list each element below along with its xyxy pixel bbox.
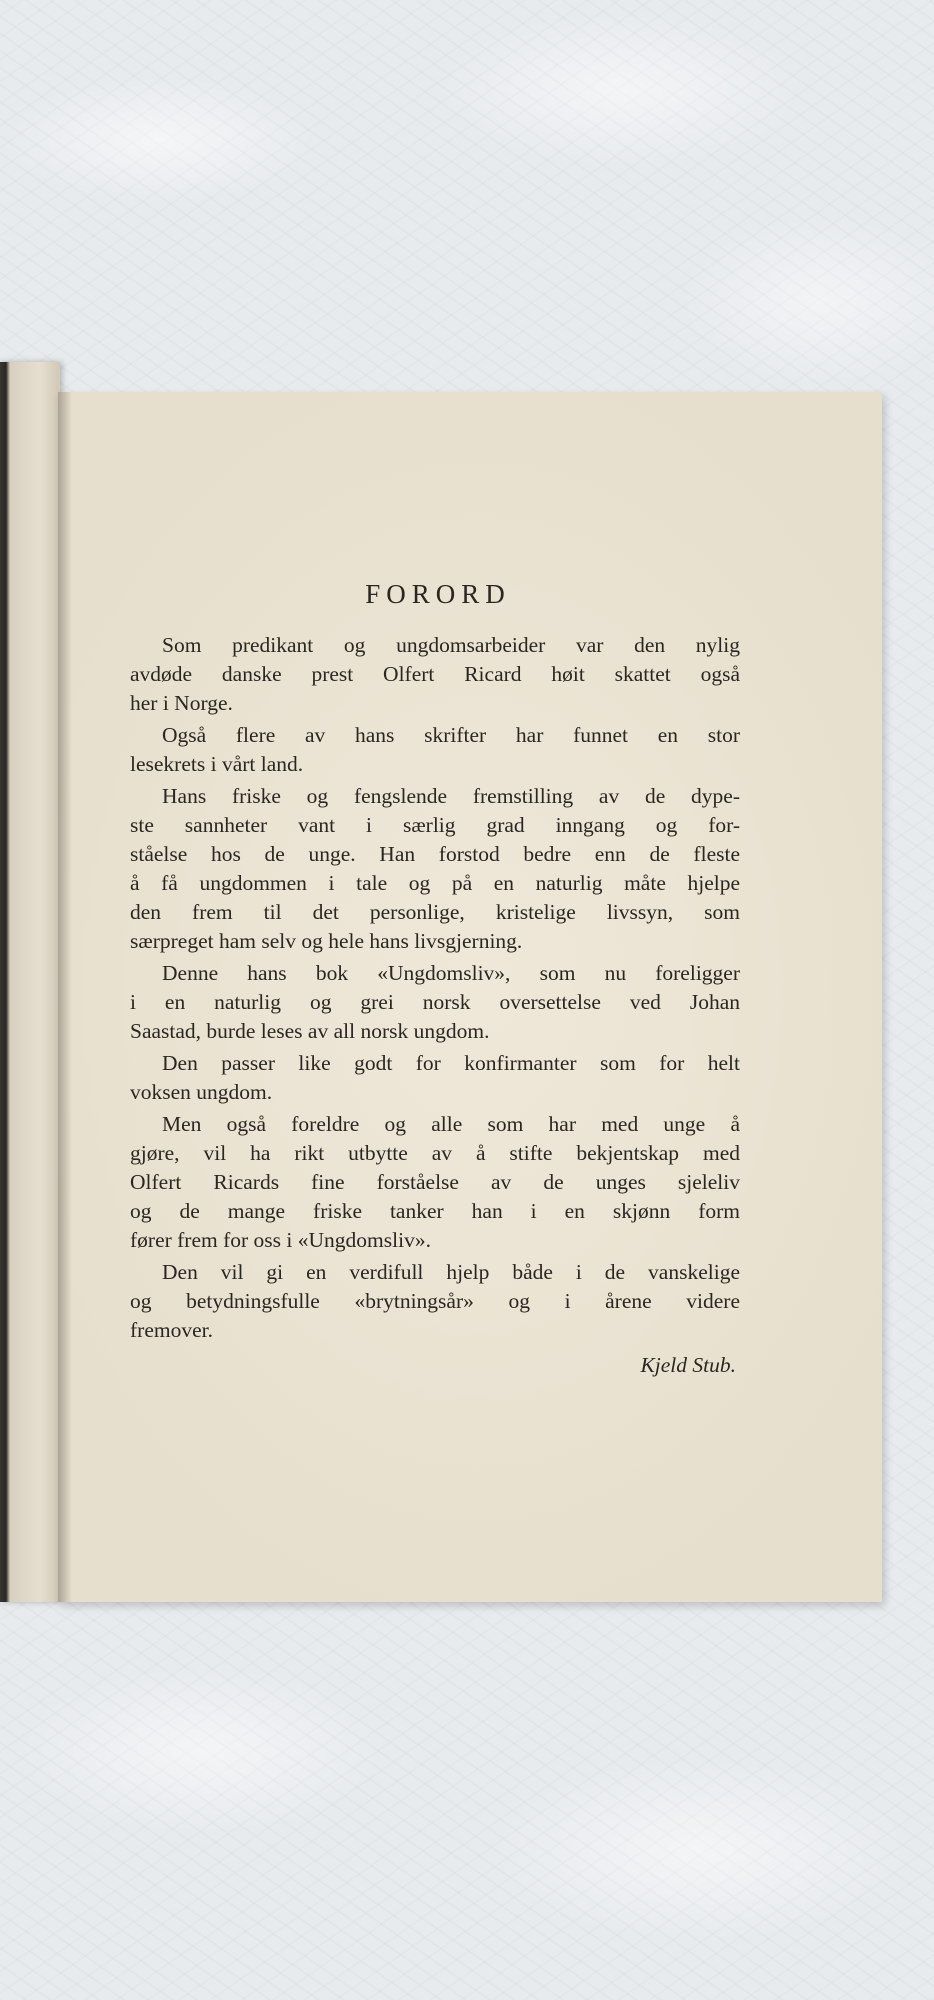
- paragraph-3: [130, 782, 740, 956]
- text-line: i en naturlig og grei norsk oversettelse ved Johan: [130, 990, 740, 1014]
- text-line: gjøre, vil ha rikt utbytte av å stifte bekjentskap med: [130, 1141, 740, 1165]
- text-line: Saastad, burde leses av all norsk ungdom.: [130, 1019, 490, 1043]
- text-line: her i Norge.: [130, 691, 233, 715]
- paragraph-7: [130, 1258, 740, 1345]
- paragraph-2: [130, 721, 740, 779]
- spine-shadow: [58, 392, 72, 1602]
- text-line: Også flere av hans skrifter har funnet en stor: [162, 723, 740, 747]
- book-page: [58, 392, 882, 1602]
- author-signature: Kjeld Stub.: [640, 1353, 736, 1377]
- text-line: Hans friske og fengslende fremstilling av de dype-: [162, 784, 740, 808]
- text-line: ståelse hos de unge. Han forstod bedre enn de fleste: [130, 842, 740, 866]
- text-line: Som predikant og ungdomsarbeider var den nylig: [162, 633, 740, 657]
- page-title: FORORD: [365, 579, 511, 609]
- page-text-block: [130, 580, 740, 1380]
- text-line: lesekrets i vårt land.: [130, 752, 304, 776]
- text-line: voksen ungdom.: [130, 1080, 273, 1104]
- text-line: og betydningsfulle «brytningsår» og i årene videre: [130, 1289, 740, 1313]
- text-line: fremover.: [130, 1318, 213, 1342]
- paragraph-1: [130, 631, 740, 718]
- text-line: å få ungdommen i tale og på en naturlig måte hjelpe: [130, 871, 740, 895]
- text-line: den frem til det personlige, kristelige livssyn, som: [130, 900, 740, 924]
- paragraph-5: [130, 1049, 740, 1107]
- paragraph-4: [130, 959, 740, 1046]
- book-cover-edge: [0, 362, 60, 1602]
- text-line: avdøde danske prest Olfert Ricard høit skattet også: [130, 662, 740, 686]
- text-line: Denne hans bok «Ungdomsliv», som nu foreligger: [162, 961, 740, 985]
- text-line: Olfert Ricards fine forståelse av de unges sjeleliv: [130, 1170, 740, 1194]
- text-line: Men også foreldre og alle som har med unge å: [162, 1112, 740, 1136]
- text-line: fører frem for oss i «Ungdomsliv».: [130, 1228, 431, 1252]
- text-line: og de mange friske tanker han i en skjønn form: [130, 1199, 740, 1223]
- text-line: Den passer like godt for konfirmanter som for helt: [162, 1051, 740, 1075]
- text-line: Den vil gi en verdifull hjelp både i de vanskelige: [162, 1260, 740, 1284]
- text-line: ste sannheter vant i særlig grad inngang og for-: [130, 813, 740, 837]
- text-line: særpreget ham selv og hele hans livsgjerning.: [130, 929, 523, 953]
- paragraph-6: [130, 1110, 740, 1255]
